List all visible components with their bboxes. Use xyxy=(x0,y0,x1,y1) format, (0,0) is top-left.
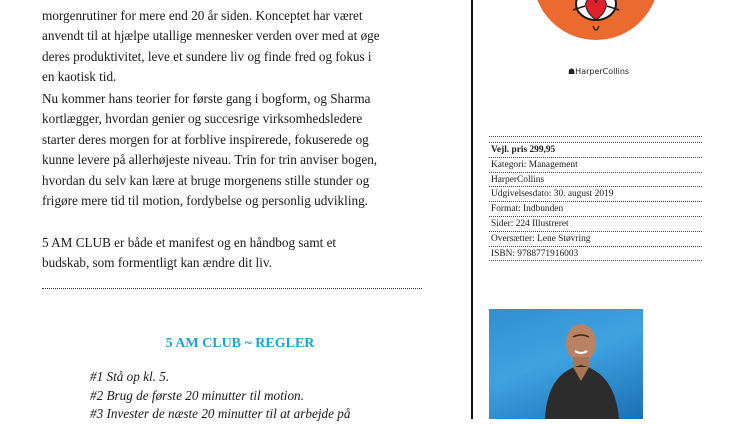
book-category: Kategori: Management xyxy=(489,158,702,173)
text-line: kunne levere på allerhøjeste niveau. Trin for trin anviser bogen, xyxy=(42,152,378,168)
heart-tail xyxy=(593,26,599,30)
rules-heading: 5 AM CLUB ~ REGLER xyxy=(165,336,315,351)
text-line: Nu kommer hans teorier for første gang i bogform, og Sharma xyxy=(42,91,371,106)
book-facts xyxy=(489,136,702,261)
text-line: 5 AM CLUB er både et manifest og en håndbog samt et xyxy=(42,235,337,250)
intro-paragraph-2 xyxy=(42,89,432,211)
intro-paragraph-3 xyxy=(42,233,432,274)
book-translator: Oversætter: Lene Støvring xyxy=(489,232,702,247)
rules-list xyxy=(90,368,430,424)
book-pages: Sider: 224 Illustreret xyxy=(489,217,702,232)
book-isbn: ISBN: 9788771916003 xyxy=(489,247,702,262)
publisher-logo: ☗HarperCollins xyxy=(568,67,630,76)
cover-illustration xyxy=(533,0,659,40)
text-line: en kaotisk tid. xyxy=(42,69,117,85)
rule-item: #1 Stå op kl. 5. xyxy=(90,369,170,384)
author-photo xyxy=(489,309,643,419)
text-line: starter deres morgen for at forblive inspirerede, fokuserede og xyxy=(42,131,369,147)
text-line: hvordan du selv kan lære at bruge morgenens stille stunder og xyxy=(42,172,370,188)
book-price: Vejl. pris 299,95 xyxy=(489,143,702,158)
rule-item: #3 Invester de næste 20 minutter til at arbejde på xyxy=(90,406,351,421)
book-cover xyxy=(533,0,659,40)
book-publisher: HarperCollins xyxy=(489,173,702,188)
head xyxy=(566,324,596,362)
intro-paragraph-1 xyxy=(42,6,432,88)
section-divider xyxy=(42,288,422,289)
text-line: deres produktivitet, leve et sundere liv og finde fred og fokus i xyxy=(42,48,372,64)
book-release-date: Udgivelsesdato: 30. august 2019 xyxy=(489,187,702,202)
book-format: Format: Indbunden xyxy=(489,202,702,217)
text-line: morgenrutiner for mere end 20 år siden. Konceptet har været xyxy=(42,8,363,23)
text-line: kortlægger, hvordan genier og succesrige virksomhedsledere xyxy=(42,111,363,127)
rule-item: #2 Brug de første 20 minutter til motion. xyxy=(90,387,304,403)
text-line: budskab, som formentligt kan ændre dit liv. xyxy=(42,255,272,271)
text-line: anvendt til at hjælpe utallige mennesker verden over med at øge xyxy=(42,28,380,44)
author-portrait xyxy=(489,309,643,419)
text-line: frigøre mere tid til motion, fordybelse og personlig udvikling. xyxy=(42,193,368,209)
column-divider xyxy=(471,0,473,419)
fire-icon: ☗ xyxy=(568,67,576,76)
